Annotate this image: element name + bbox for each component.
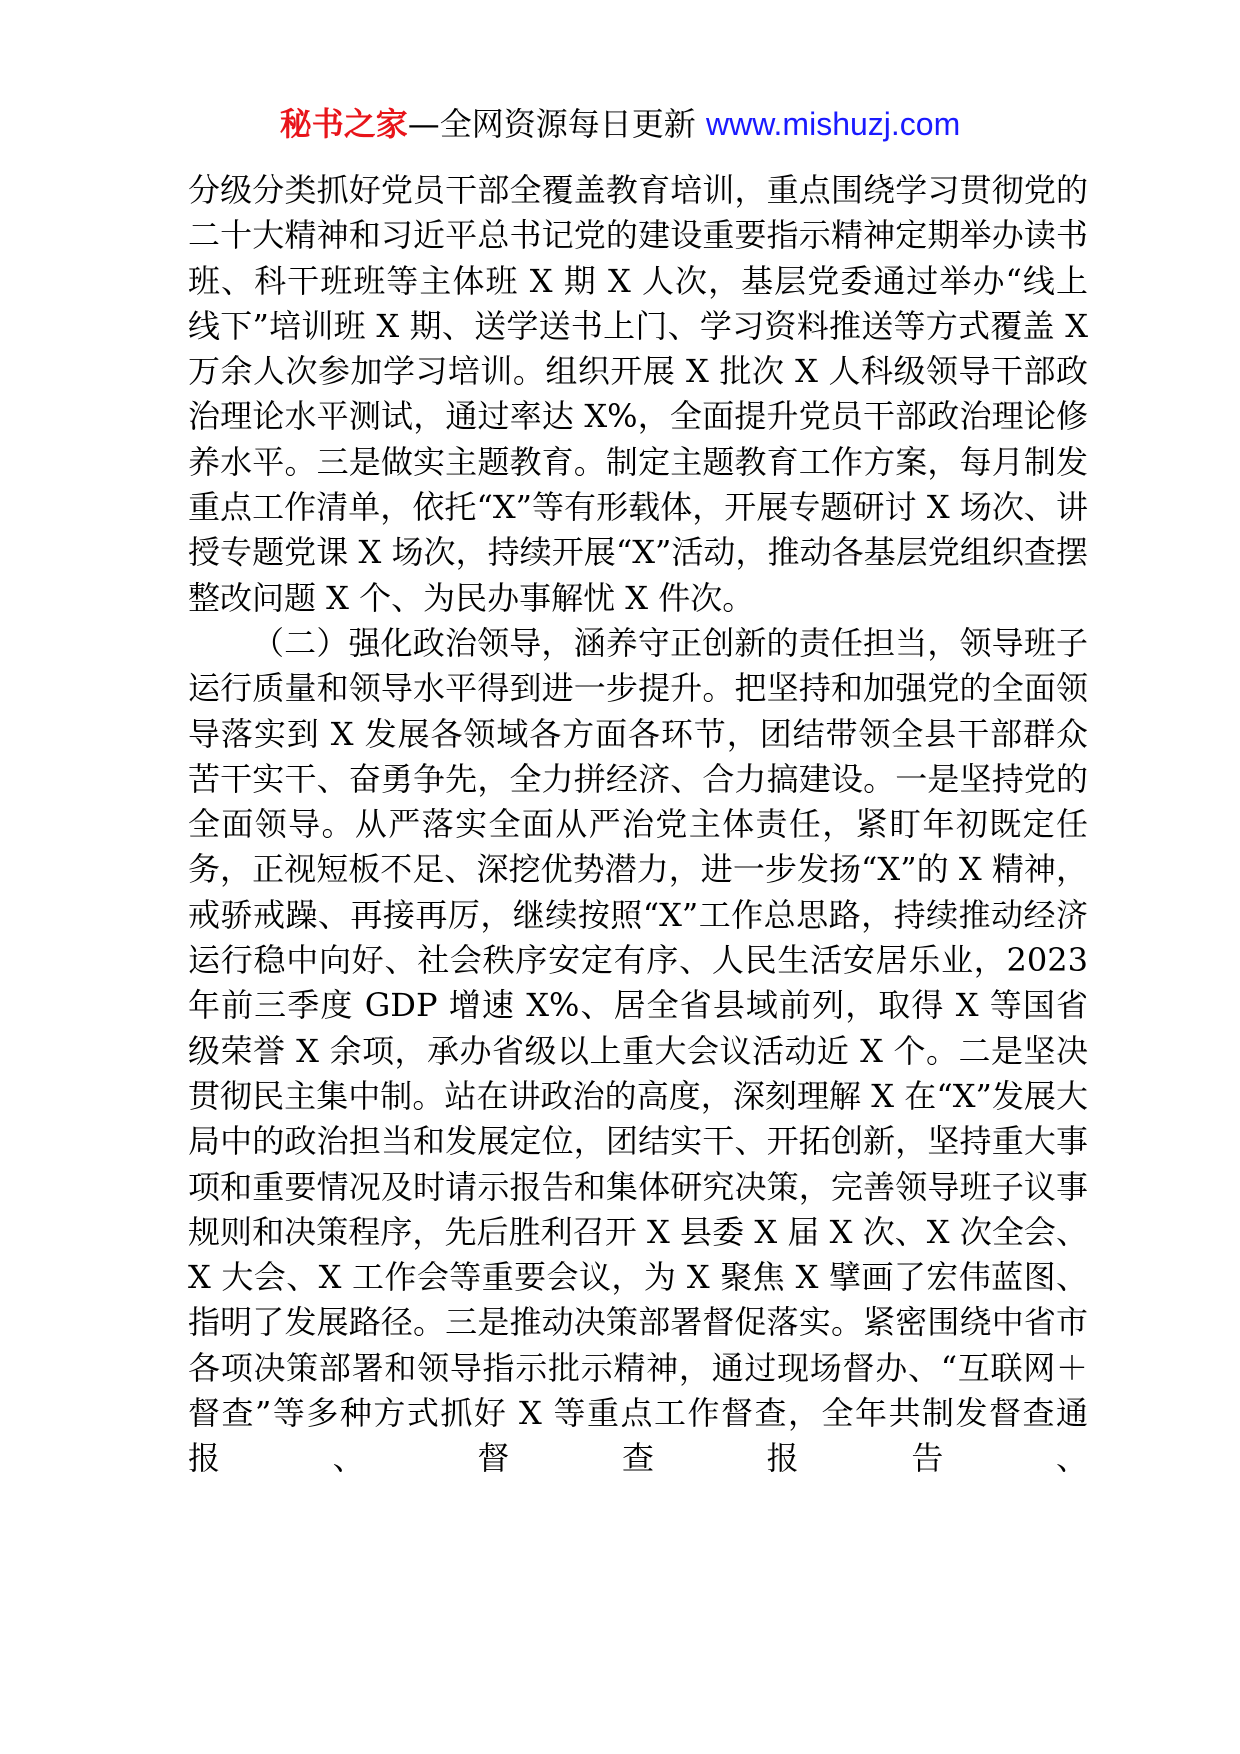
brand-name: 秘书之家 (279, 105, 408, 143)
paragraph-continuation: 分级分类抓好党员干部全覆盖教育培训，重点围绕学习贯彻党的二十大精神和习近平总书记党的建设重要指示精神定期举办读书班、科干班班等主体班 X 期 X 人次，基层党委通过举办“线上线下”培训班 X 期、送学送书上门、学习资料推送等方式覆盖 X 万余人次参加学习培训。组织开展 X 批次 X 人科级领导干部政治理论水平测试，通过率达 X%，全面提升党员干部政治理论修养水平。三是做实主题教育。制定主题教育工作方案，每月制发重点工作清单，依托“X”等有形载体，开展专题研讨 X 场次、讲授专题党课 X 场次，持续开展“X”活动，推动各基层党组织查摆整改问题 X 个、为民办事解忧 X 件次。 (188, 171, 1088, 617)
page-header (0, 100, 1240, 148)
document-body (188, 168, 1088, 1482)
header-slogan: —全网资源每日更新 (407, 105, 696, 143)
site-url-link[interactable]: www.mishuzj.com (705, 106, 961, 142)
paragraph-section-two: （二）强化政治领导，涵养守正创新的责任担当，领导班子运行质量和领导水平得到进一步提升。把坚持和加强党的全面领导落实到 X 发展各领域各方面各环节，团结带领全县干部群众苦干实干、奋勇争先，全力拼经济、合力搞建设。一是坚持党的全面领导。从严落实全面从严治党主体责任，紧盯年初既定任务，正视短板不足、深挖优势潜力，进一步发扬“X”的 X 精神，戒骄戒躁、再接再厉，继续按照“X”工作总思路，持续推动经济运行稳中向好、社会秩序安定有序、人民生活安居乐业，2023 年前三季度 GDP 增速 X%、居全省县域前列，取得 X 等国省级荣誉 X 余项，承办省级以上重大会议活动近 X 个。二是坚决贯彻民主集中制。站在讲政治的高度，深刻理解 X 在“X”发展大局中的政治担当和发展定位，团结实干、开拓创新，坚持重大事项和重要情况及时请示报告和集体研究决策，完善领导班子议事规则和决策程序，先后胜利召开 X 县委 X 届 X 次、X 次全会、X 大会、X 工作会等重要会议，为 X 聚焦 X 擘画了宏伟蓝图、指明了发展路径。三是推动决策部署督促落实。紧密围绕中省市各项决策部署和领导指示批示精神，通过现场督办、“互联网＋督查”等多种方式抓好 X 等重点工作督查，全年共制发督查通报、督查报告、 (188, 623, 1088, 1478)
